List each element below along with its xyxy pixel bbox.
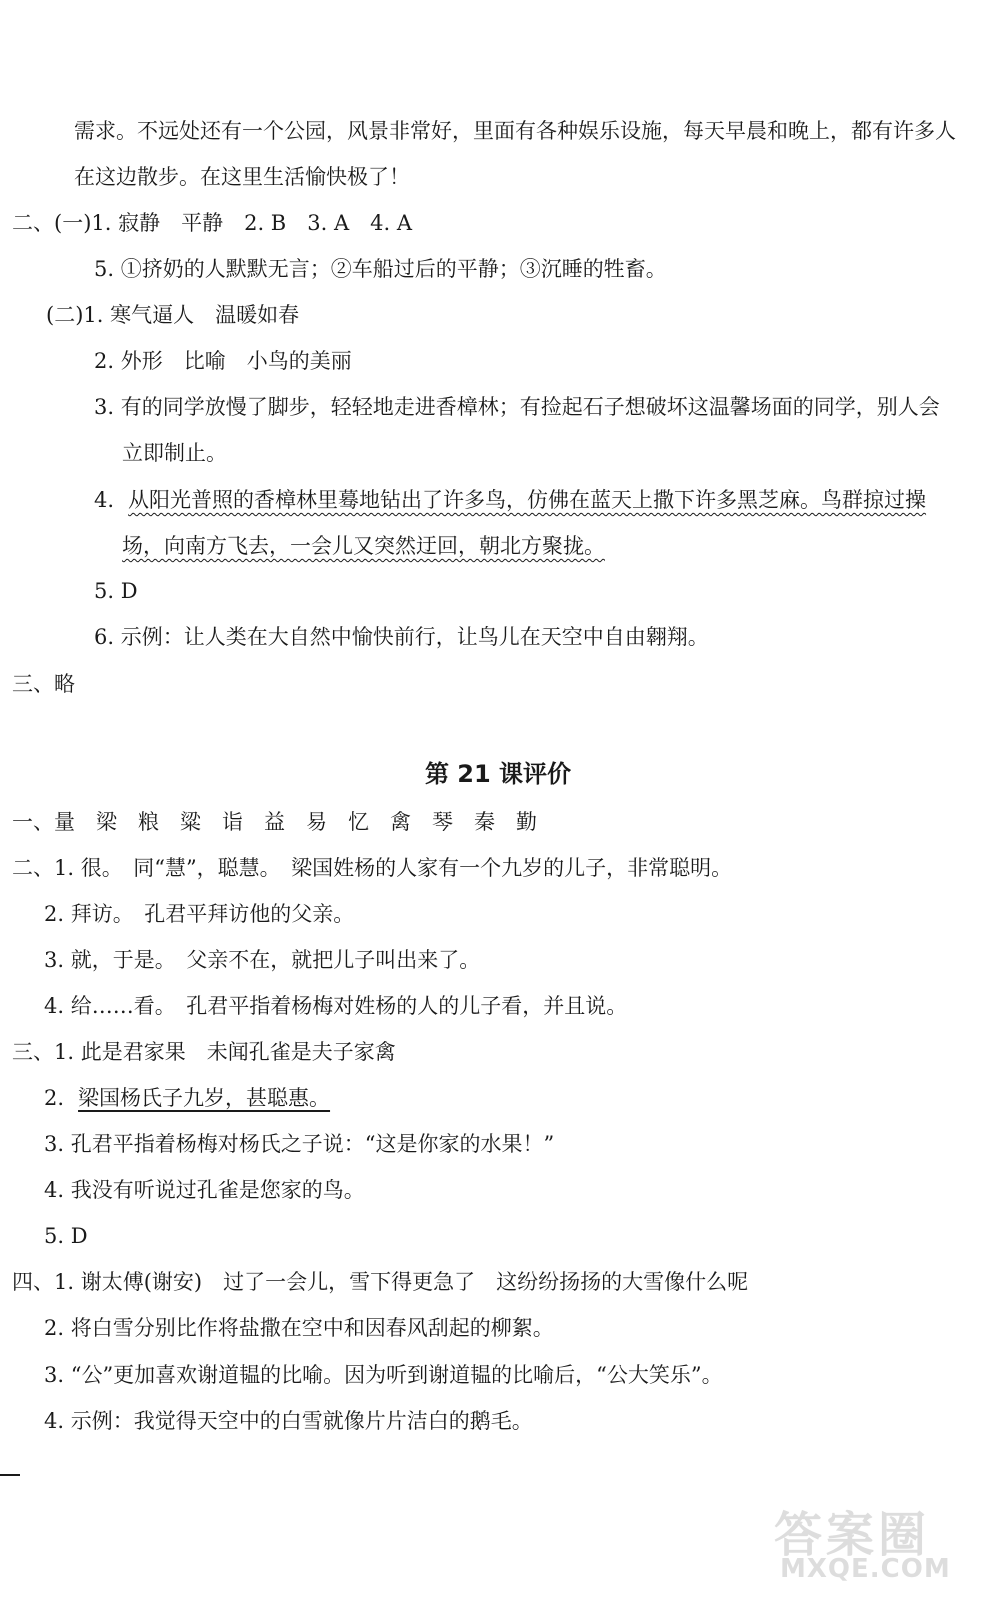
section-2-part-1-answers: 二、(一)1. 寂静 平静 2. B 3. A 4. A (12, 211, 412, 235)
underlined-text: 梁国杨氏子九岁，甚聪惠。 (78, 1086, 331, 1110)
answer-line-2: 在这边散步。在这里生活愉快极了！ (74, 165, 410, 189)
answer-line-18: 4. 给……看。 孔君平指着杨梅对姓杨的人的儿子看，并且说。 (44, 994, 628, 1018)
answer-line-27: 4. 示例：我觉得天空中的白雪就像片片洁白的鹅毛。 (44, 1409, 533, 1433)
answer-line-19: 三、1. 此是君家果 未闻孔雀是夫子家禽 (12, 1040, 396, 1064)
answer-line-24: 四、1. 谢太傅(谢安) 过了一会儿，雪下得更急了 这纷纷扬扬的大雪像什么呢 (12, 1270, 749, 1294)
answer-line-9 (94, 486, 926, 514)
lesson-title: 第 21 课评价 (424, 760, 572, 788)
answer-line-11: 5. D (94, 579, 138, 603)
bottom-rule (0, 1474, 20, 1476)
section-1-answers: 一、量 梁 粮 粱 诣 益 易 忆 禽 琴 秦 勤 (12, 810, 537, 834)
answer-line-4: 5. ①挤奶的人默默无言；②车船过后的平静；③沉睡的牲畜。 (94, 257, 667, 281)
answer-line-25: 2. 将白雪分别比作将盐撒在空中和因春风刮起的柳絮。 (44, 1316, 554, 1340)
item-number: 4. (94, 488, 115, 512)
answer-line-16: 2. 拜访。 孔君平拜访他的父亲。 (44, 902, 355, 926)
answer-line-1: 需求。不远处还有一个公园，风景非常好，里面有各种娱乐设施，每天早晨和晚上，都有许多人 (74, 119, 956, 143)
answer-line-7: 3. 有的同学放慢了脚步，轻轻地走进香樟林；有捡起石子想破坏这温馨场面的同学，别人会 (94, 395, 940, 419)
answer-line-20 (44, 1084, 330, 1112)
answer-line-10 (122, 532, 605, 560)
answer-line-23: 5. D (44, 1224, 88, 1248)
watermark-text: 答案圈 (774, 1507, 931, 1563)
section-3-answer: 三、略 (12, 672, 75, 696)
answer-line-6: 2. 外形 比喻 小鸟的美丽 (94, 349, 352, 373)
wavy-underlined-text: 场，向南方飞去，一会儿又突然迂回，朝北方聚拢。 (122, 534, 605, 558)
answer-line-8: 立即制止。 (122, 441, 227, 465)
watermark-url: MXQE.COM (780, 1554, 951, 1584)
answer-line-26: 3. “公”更加喜欢谢道韫的比喻。因为听到谢道韫的比喻后，“公大笑乐”。 (44, 1363, 723, 1387)
wavy-underlined-text: 从阳光普照的香樟林里蓦地钻出了许多鸟，仿佛在蓝天上撒下许多黑芝麻。鸟群掠过操 (128, 488, 927, 512)
watermark-logo (774, 1496, 974, 1586)
section-2-part-2-answers: (二)1. 寒气逼人 温暖如春 (46, 303, 300, 327)
answer-line-22: 4. 我没有听说过孔雀是您家的鸟。 (44, 1178, 365, 1202)
item-number: 2. (44, 1086, 65, 1110)
answer-line-21: 3. 孔君平指着杨梅对杨氏之子说：“这是你家的水果！” (44, 1132, 555, 1156)
answer-line-17: 3. 就，于是。 父亲不在，就把儿子叫出来了。 (44, 948, 481, 972)
answer-line-15: 二、1. 很。 同“慧”，聪慧。 梁国姓杨的人家有一个九岁的儿子，非常聪明。 (12, 856, 733, 880)
answer-line-12: 6. 示例：让人类在大自然中愉快前行，让鸟儿在天空中自由翱翔。 (94, 625, 709, 649)
